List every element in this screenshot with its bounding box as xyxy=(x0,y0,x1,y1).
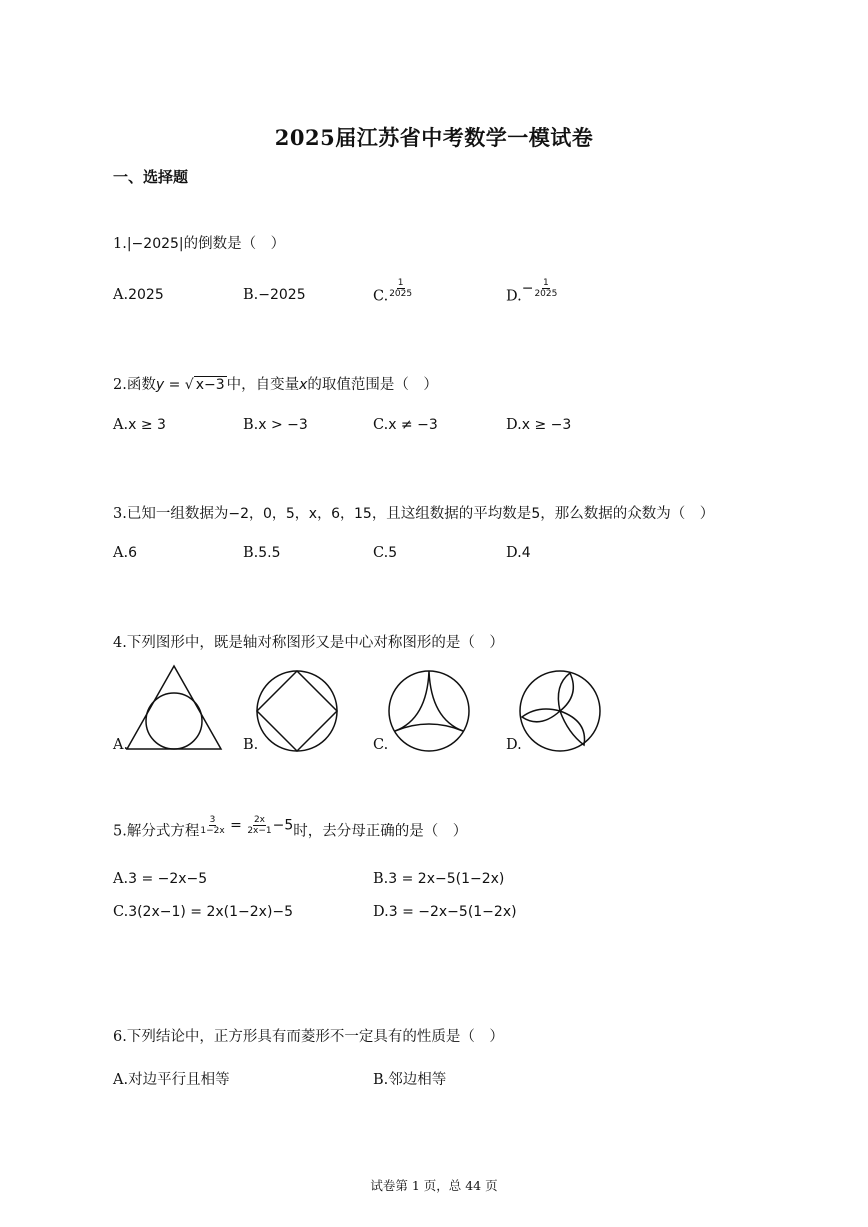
q4-figure-c-circle-reuleaux[interactable] xyxy=(387,669,471,753)
question-2-stem: 2.函数y = √ x−3 中，自变量x的取值范围是（ ） xyxy=(113,377,438,393)
section-heading: 一、选择题 xyxy=(113,168,189,186)
q4-option-d-label[interactable]: D. xyxy=(506,737,522,753)
q5-option-a[interactable]: A.3 = −2x−5 xyxy=(113,871,208,887)
q5-option-d[interactable]: D.3 = −2x−5(1−2x) xyxy=(373,904,517,920)
q6-option-a[interactable]: A.对边平行且相等 xyxy=(113,1072,230,1088)
q4-option-b-label[interactable]: B. xyxy=(243,737,259,753)
q2-radicand: x−3 xyxy=(195,377,225,393)
q2-option-d[interactable]: D.x ≥ −3 xyxy=(506,417,572,433)
q1-c-fraction: $\frac{1}{2025}$ xyxy=(389,278,413,299)
q5-fraction-right: $\frac{2x}{2x-1}$ xyxy=(247,815,272,836)
q4-figure-b-circle-square[interactable] xyxy=(255,669,339,753)
q1-option-b[interactable]: B.−2025 xyxy=(243,287,306,303)
q3-data-list: −2，0，5，x，6，15 xyxy=(228,506,372,522)
q5-fraction-left: $\frac{3}{1-2x}$ xyxy=(200,815,225,836)
q5-option-b[interactable]: B.3 = 2x−5(1−2x) xyxy=(373,871,505,887)
q4-figure-d-circle-petals[interactable] xyxy=(518,669,602,753)
q3-option-a[interactable]: A.6 xyxy=(113,545,138,561)
q2-option-a[interactable]: A.x ≥ 3 xyxy=(113,417,166,433)
q2-option-b[interactable]: B.x > −3 xyxy=(243,417,308,433)
q4-option-a-label[interactable]: A. xyxy=(113,737,129,753)
question-5-stem: 5.解分式方程 $\frac{3}{1-2x}$ = $\frac{2x}{2x-1}$ −5时，去分母正确的是（ ） xyxy=(113,815,468,840)
q5-option-c[interactable]: C.3(2x−1) = 2x(1−2x)−5 xyxy=(113,904,294,920)
q2-option-c[interactable]: C.x ≠ −3 xyxy=(373,417,438,433)
page-footer: 试卷第 1 页，总 44 页 xyxy=(370,1178,498,1193)
q4-figure-a-triangle-incircle[interactable] xyxy=(124,664,224,752)
q1-expression: |−2025| xyxy=(126,236,184,252)
q6-option-b[interactable]: B.邻边相等 xyxy=(373,1072,447,1088)
page-title: 2025届江苏省中考数学一模试卷 xyxy=(274,125,594,150)
q1-option-d[interactable]: D.− $\frac{1}{2025}$ xyxy=(506,278,558,305)
q4-option-c-label[interactable]: C. xyxy=(373,737,389,753)
question-3-stem: 3.已知一组数据为−2，0，5，x，6，15，且这组数据的平均数是5，那么数据的众数为（ ） xyxy=(113,506,715,522)
q1-option-a[interactable]: A.2025 xyxy=(113,287,164,303)
q3-option-d[interactable]: D.4 xyxy=(506,545,531,561)
question-6-stem: 6.下列结论中，正方形具有而菱形不一定具有的性质是（ ） xyxy=(113,1029,504,1045)
q3-option-c[interactable]: C.5 xyxy=(373,545,398,561)
q1-d-fraction: $\frac{1}{2025}$ xyxy=(534,278,558,299)
q1-option-c[interactable]: C. $\frac{1}{2025}$ xyxy=(373,278,413,305)
question-4-stem: 4.下列图形中，既是轴对称图形又是中心对称图形的是（ ） xyxy=(113,635,504,651)
q3-option-b[interactable]: B.5.5 xyxy=(243,545,281,561)
question-1-stem: 1.|−2025|的倒数是（ ） xyxy=(113,236,286,252)
